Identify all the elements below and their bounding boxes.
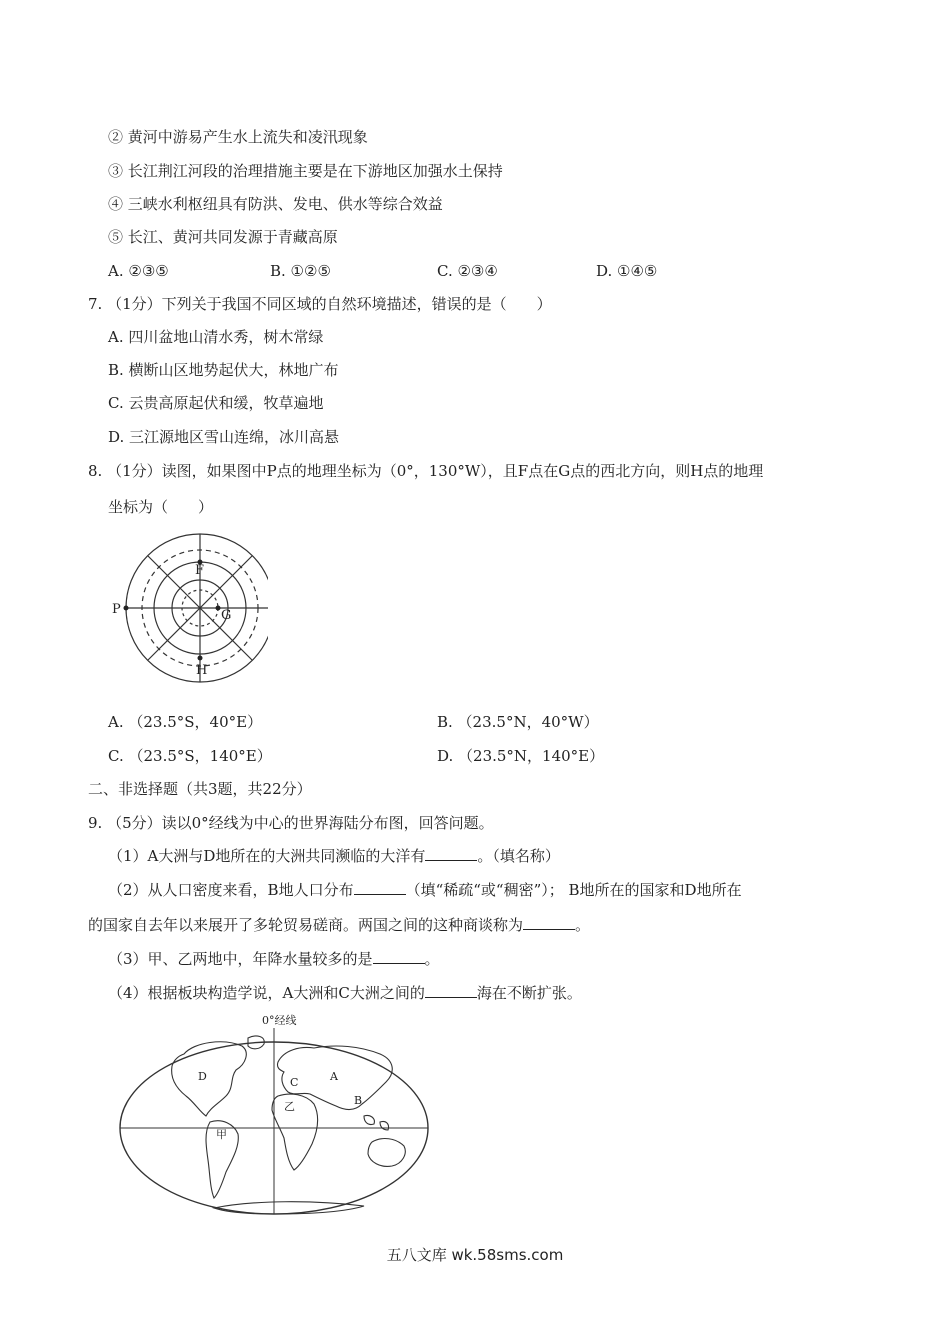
q9-p2-blank-2[interactable]: [523, 915, 575, 930]
label-a: A: [330, 1070, 338, 1083]
q9-part-3: [108, 949, 440, 969]
q9-part-1: [108, 846, 560, 866]
q6-statement-2: ② 黄河中游易产生水上流失和凌汛现象: [108, 128, 368, 146]
q9-p3-tail: 。: [424, 950, 440, 968]
q7-option-d[interactable]: D. 三江源地区雪山连绵，冰川高悬: [108, 428, 340, 446]
q7-option-b[interactable]: B. 横断山区地势起伏大，林地广布: [108, 361, 339, 379]
q9-stem: 9. （5分）读以0°经线为中心的世界海陆分布图，回答问题。: [88, 814, 494, 832]
q8-option-b[interactable]: B. （23.5°N，40°W）: [437, 713, 599, 731]
q8-stem: 8. （1分）读图，如果图中P点的地理坐标为（0°，130°W），且F点在G点的西北方向，则H点的地理: [88, 462, 764, 480]
meridian-label: 0°经线: [262, 1014, 297, 1027]
q9-p1-blank[interactable]: [425, 846, 477, 861]
q9-p3-blank[interactable]: [373, 949, 425, 964]
q6-statement-5: ⑤ 长江、黄河共同发源于青藏高原: [108, 228, 338, 246]
q9-part-4: [108, 983, 582, 1003]
q6-option-c[interactable]: C. ②③④: [437, 262, 498, 280]
label-yi: 乙: [284, 1100, 295, 1113]
q6-option-a[interactable]: A. ②③⑤: [108, 262, 169, 280]
world-map: [114, 1012, 434, 1222]
q9-part-2: [108, 880, 742, 900]
q8-option-d[interactable]: D. （23.5°N，140°E）: [437, 747, 605, 765]
section-title: 二、非选择题（共3题，共22分）: [88, 780, 312, 798]
q8-stem-cont: 坐标为（ ）: [108, 498, 214, 516]
q9-p2-blank-1[interactable]: [354, 880, 406, 895]
label-jia: 甲: [216, 1128, 227, 1141]
label-d: D: [198, 1070, 207, 1083]
q9-p2-end: 。: [575, 916, 591, 934]
q6-option-d[interactable]: D. ①④⑤: [596, 262, 658, 280]
q9-p2-mid: （填“稀疏“或“稠密”）； B地所在的国家和D地所在: [405, 881, 742, 899]
footer-watermark: 五八文库 wk.58sms.com: [386, 1246, 564, 1264]
q7-stem: 7. （1分）下列关于我国不同区域的自然环境描述，错误的是（ ）: [88, 295, 552, 313]
q6-option-b[interactable]: B. ①②⑤: [270, 262, 331, 280]
label-b: B: [354, 1094, 363, 1107]
q9-p4-blank[interactable]: [425, 983, 477, 998]
q6-statement-3: ③ 长江荆江河段的治理措施主要是在下游地区加强水土保持: [108, 162, 503, 180]
q7-option-c[interactable]: C. 云贵高原起伏和缓，牧草遍地: [108, 394, 324, 412]
q9-p2-text: （2）从人口密度来看，B地人口分布: [108, 881, 354, 899]
polar-diagram: [108, 528, 268, 688]
label-g: G: [221, 608, 232, 623]
q9-p2-cont-text: 的国家自去年以来展开了多轮贸易磋商。两国之间的这种商谈称为: [88, 916, 524, 934]
q7-option-a[interactable]: A. 四川盆地山清水秀，树木常绿: [108, 328, 324, 346]
label-c: C: [290, 1076, 299, 1089]
q9-p1-text: （1）A大洲与D地所在的大洲共同濒临的大洋有: [108, 847, 426, 865]
q9-p4-text: （4）根据板块构造学说，A大洲和C大洲之间的: [108, 984, 425, 1002]
q6-statement-4: ④ 三峡水利枢纽具有防洪、发电、供水等综合效益: [108, 195, 443, 213]
label-f: F: [195, 563, 205, 578]
q9-part-2-cont: [88, 915, 590, 935]
q9-p3-text: （3）甲、乙两地中，年降水量较多的是: [108, 950, 373, 968]
q8-option-c[interactable]: C. （23.5°S，140°E）: [108, 747, 272, 765]
q9-p1-tail: 。（填名称）: [477, 847, 560, 865]
label-h: H: [196, 663, 208, 678]
label-p: P: [112, 602, 121, 617]
q9-p4-tail: 海在不断扩张。: [476, 984, 582, 1002]
q8-option-a[interactable]: A. （23.5°S，40°E）: [108, 713, 263, 731]
